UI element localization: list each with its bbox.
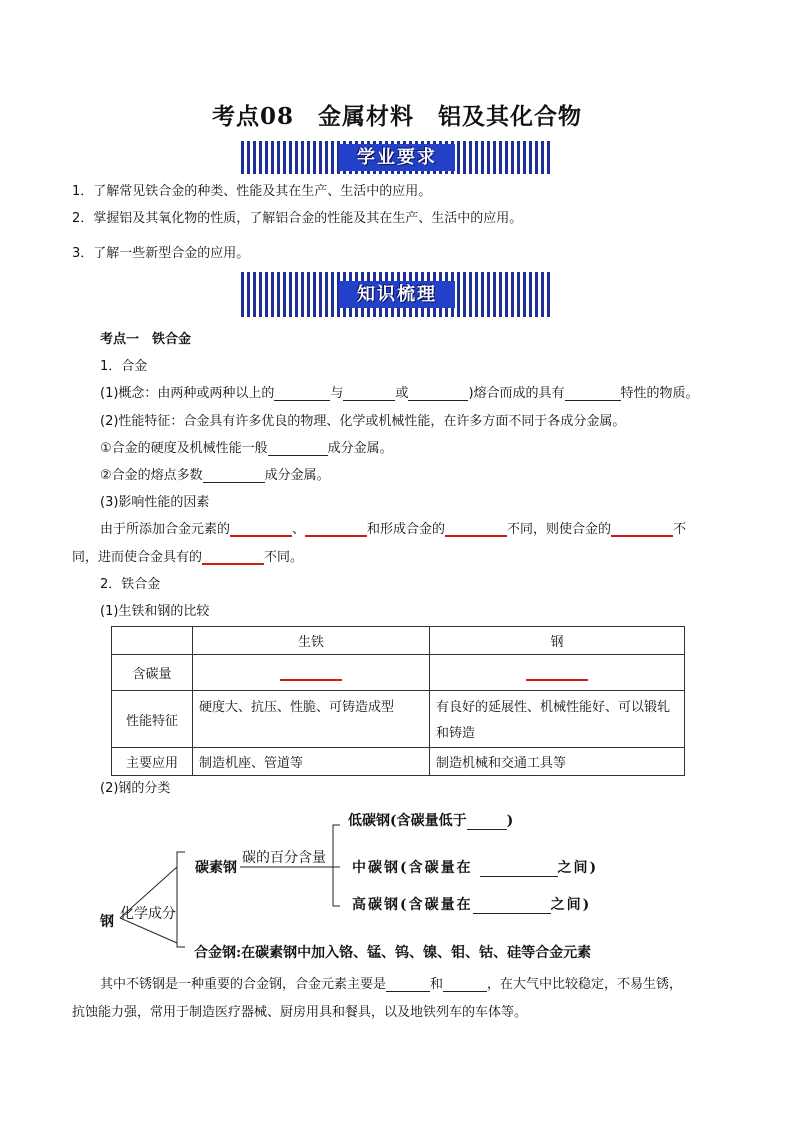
table-row xyxy=(112,655,685,691)
banner-label: 学业要求 xyxy=(339,144,455,171)
alloy-steel-label: 合金钢:在碳素钢中加入铬、锰、钨、镍、钼、钴、硅等合金元素 xyxy=(194,945,592,961)
alloy-concept-line: (1)概念：由两种或两种以上的 与 或 )熔合而成的具有 特性的物质。 xyxy=(100,386,699,401)
carbon-steel-label: 碳素钢 xyxy=(195,860,237,876)
branch-label: 化学成分 xyxy=(120,906,176,922)
fill-blank[interactable] xyxy=(473,901,551,914)
fill-blank[interactable] xyxy=(274,386,330,401)
comparison-table xyxy=(111,626,685,776)
low-carbon-steel: 低碳钢(含碳量低于 ) xyxy=(348,813,514,829)
table-header-row xyxy=(112,627,685,655)
answer-blank[interactable] xyxy=(526,665,588,681)
fill-blank[interactable] xyxy=(408,386,468,401)
page-title: 考点08 金属材料 铝及其化合物 xyxy=(211,103,582,130)
answer-blank[interactable] xyxy=(445,521,507,537)
iron-alloy-heading: 2．铁合金 xyxy=(100,577,161,592)
table-header-cell xyxy=(112,627,193,655)
fill-blank[interactable] xyxy=(203,468,265,483)
table-cell xyxy=(430,655,685,691)
table-cell: 制造机械和交通工具等 xyxy=(430,748,685,776)
answer-blank[interactable] xyxy=(202,549,264,565)
table-row xyxy=(112,691,685,748)
banner-label: 知识梳理 xyxy=(339,281,455,308)
fill-blank[interactable] xyxy=(565,386,621,401)
closing-line2: 抗蚀能力强，常用于制造医疗器械、厨房用具和餐具，以及地铁列车的车体等。 xyxy=(72,1005,528,1020)
section-banner-knowledge xyxy=(241,272,553,317)
fill-blank[interactable] xyxy=(443,977,487,992)
requirement-item: 3．了解一些新型合金的应用。 xyxy=(72,246,250,261)
closing-line1: 其中不锈钢是一种重要的合金钢，合金元素主要是 和 ，在大气中比较稳定，不易生锈， xyxy=(100,977,683,992)
table-row xyxy=(112,748,685,776)
compare-heading: (1)生铁和钢的比较 xyxy=(100,604,210,619)
requirement-item: 2．掌握铝及其氧化物的性质，了解铝合金的性能及其在生产、生活中的应用。 xyxy=(72,211,523,226)
requirement-item: 1．了解常见铁合金的种类、性能及其在生产、生活中的应用。 xyxy=(72,184,432,199)
row-label: 性能特征 xyxy=(112,691,193,748)
fill-blank[interactable] xyxy=(386,977,430,992)
classify-heading: (2)钢的分类 xyxy=(100,781,171,796)
table-header-cell: 生铁 xyxy=(193,627,430,655)
table-cell xyxy=(193,655,430,691)
diagram-root: 钢 xyxy=(100,914,114,930)
high-carbon-steel: 高碳钢(含碳量在 之间) xyxy=(352,897,592,913)
alloy-properties: (2)性能特征：合金具有许多优良的物理、化学或机械性能，在许多方面不同于各成分金属。 xyxy=(100,414,626,429)
table-cell: 硬度大、抗压、性脆、可铸造成型 xyxy=(193,691,430,748)
alloy-hardness: ①合金的硬度及机械性能一般 成分金属。 xyxy=(100,441,393,456)
section-banner-requirements xyxy=(241,141,553,174)
answer-blank[interactable] xyxy=(305,521,367,537)
alloy-melting: ②合金的熔点多数 成分金属。 xyxy=(100,468,330,483)
fill-blank[interactable] xyxy=(467,817,507,830)
table-header-cell: 钢 xyxy=(430,627,685,655)
table-cell: 制造机座、管道等 xyxy=(193,748,430,776)
carbon-criterion-label: 碳的百分含量 xyxy=(242,850,326,866)
fill-blank[interactable] xyxy=(480,864,558,877)
alloy-factors-heading: (3)影响性能的因素 xyxy=(100,495,210,510)
row-label: 主要应用 xyxy=(112,748,193,776)
answer-blank[interactable] xyxy=(230,521,292,537)
section-heading: 考点一 铁合金 xyxy=(100,332,192,347)
alloy-heading: 1．合金 xyxy=(100,359,148,374)
answer-blank[interactable] xyxy=(280,665,342,681)
answer-blank[interactable] xyxy=(611,521,673,537)
table-cell: 有良好的延展性、机械性能好、可以锻轧和铸造 xyxy=(430,691,685,748)
alloy-factors-line1: 由于所添加合金元素的 、 和形成合金的 不同，则使合金的 不 xyxy=(100,522,687,537)
alloy-factors-line2: 同，进而使合金具有的 不同。 xyxy=(72,550,304,565)
fill-blank[interactable] xyxy=(268,441,328,456)
medium-carbon-steel: 中碳钢(含碳量在 之间) xyxy=(352,860,599,876)
fill-blank[interactable] xyxy=(343,386,395,401)
row-label: 含碳量 xyxy=(112,655,193,691)
